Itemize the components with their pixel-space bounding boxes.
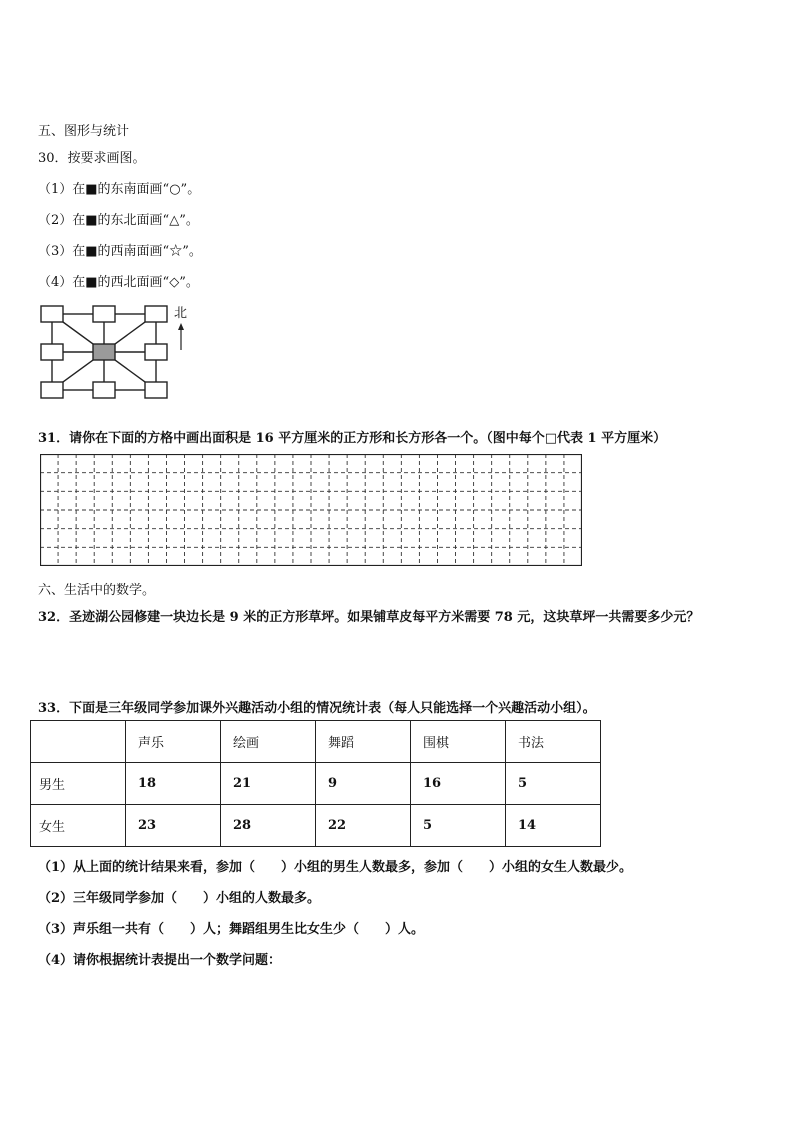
question-33-sub-4: （4）请你根据统计表提出一个数学问题： <box>38 953 282 968</box>
question-33-sub-1: （1）从上面的统计结果来看，参加（ ）小组的男生人数最多，参加（ ）小组的女生人数最少。 <box>38 860 633 875</box>
table-cell: 21 <box>221 763 316 805</box>
table-cell: 5 <box>506 763 601 805</box>
question-30-title: 30．按要求画图。 <box>38 151 146 166</box>
table-cell: 28 <box>221 805 316 847</box>
table-header-cell: 舞蹈 <box>316 721 411 763</box>
table-cell: 23 <box>126 805 221 847</box>
table-cell: 16 <box>411 763 506 805</box>
question-30-item-2: （2）在■的东北面画“△”。 <box>38 213 199 228</box>
table-header-cell <box>31 721 126 763</box>
center-shaded-square <box>93 344 115 360</box>
table-cell: 5 <box>411 805 506 847</box>
row-label: 男生 <box>31 763 126 805</box>
table-row <box>31 763 601 805</box>
box-east <box>145 344 167 360</box>
question-33-sub-2: （2）三年级同学参加（ ）小组的人数最多。 <box>38 891 321 906</box>
question-30-item-4: （4）在■的西北面画“◇”。 <box>38 275 199 290</box>
north-label: 北 <box>174 306 188 321</box>
question-33-title: 33．下面是三年级同学参加课外兴趣活动小组的情况统计表（每人只能选择一个兴趣活动小组）。 <box>38 701 596 716</box>
section-6-title: 六、生活中的数学。 <box>38 583 156 598</box>
table-header-cell: 绘画 <box>221 721 316 763</box>
box-west <box>41 344 63 360</box>
row-label: 女生 <box>31 805 126 847</box>
north-arrowhead-icon <box>178 323 184 330</box>
table-cell: 22 <box>316 805 411 847</box>
table-cell: 18 <box>126 763 221 805</box>
table-cell: 14 <box>506 805 601 847</box>
section-5-title: 五、图形与统计 <box>38 124 130 139</box>
question-30-item-1: （1）在■的东南面画“○”。 <box>38 182 201 197</box>
question-33-sub-3: （3）声乐组一共有（ ）人；舞蹈组男生比女生少（ ）人。 <box>38 922 425 937</box>
question-32-title: 32．圣迹湖公园修建一块边长是 9 米的正方形草坪。如果铺草皮每平方米需要 78 元，这块草坪一共需要多少元？ <box>38 610 700 625</box>
box-northwest <box>41 306 63 322</box>
question-30-item-3: （3）在■的西南面画“☆”。 <box>38 244 202 259</box>
box-northeast <box>145 306 167 322</box>
box-southwest <box>41 382 63 398</box>
table-header-cell: 声乐 <box>126 721 221 763</box>
square-grid <box>40 454 582 566</box>
table-cell: 9 <box>316 763 411 805</box>
question-31-title: 31．请你在下面的方格中画出面积是 16 平方厘米的正方形和长方形各一个。（图中每个□代表 1 平方厘米） <box>38 431 667 446</box>
table-row <box>31 805 601 847</box>
stats-table <box>30 720 601 847</box>
box-south <box>93 382 115 398</box>
table-header-cell: 围棋 <box>411 721 506 763</box>
direction-diagram <box>38 300 198 405</box>
box-southeast <box>145 382 167 398</box>
table-header-cell: 书法 <box>506 721 601 763</box>
table-header-row <box>31 721 601 763</box>
box-north <box>93 306 115 322</box>
